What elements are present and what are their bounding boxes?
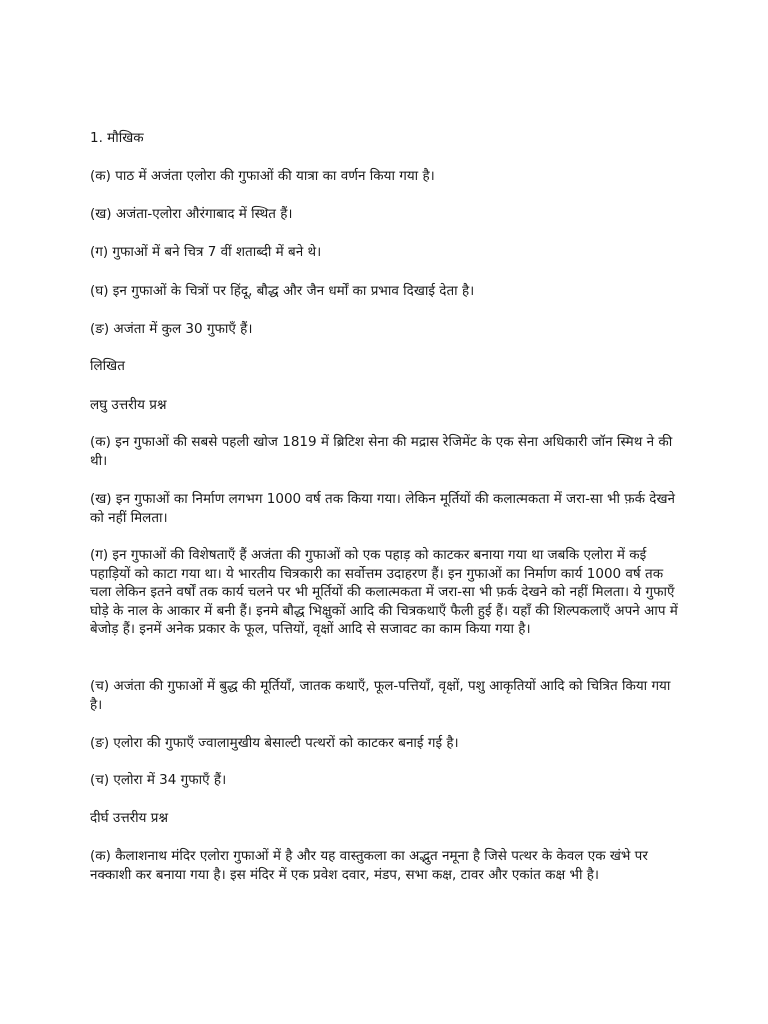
oral-answer-kha: (ख) अजंता-एलोरा औरंगाबाद में स्थित हैं।: [90, 206, 293, 222]
short-answer-ga: (ग) इन गुफाओं की विशेषताएँ हैं अजंता की गुफाओं को एक पहाड़ को काटकर बनाया गया था जबकि एलोरा में कई पहाड़ियों को काटा गया था। ये भारतीय चित्रकारी का सर्वोत्तम उदाहरण हैं। इन गुफाओं का निर्माण कार्य 1000 वर्ष तक चला लेकिन इतने वर्षों तक कार्य चलने पर भी मूर्तियों की कलात्मकता में जरा-सा भी फ़र्क देखने को नहीं मिलता। ये गुफाएँ घोड़े के नाल के आकार में बनी हैं। इनमे बौद्ध भिक्षुकों आदि की चित्रकथाएँ फैली हुई हैं। यहाँ की शिल्पकलाएँ अपने आप में बेजोड़ हैं। इनमें अनेक प्रकार के फूल, पत्तियों, वृक्षों आदि से सजावट का काम किया गया है।: [90, 547, 678, 637]
short-answer-kha: (ख) इन गुफाओं का निर्माण लगभग 1000 वर्ष तक किया गया। लेकिन मूर्तियों की कलात्मकता में जरा-सा भी फ़र्क देखने को नहीं मिलता।: [90, 491, 676, 526]
heading-long-answer: दीर्घ उत्तरीय प्रश्न: [90, 810, 169, 826]
oral-answer-ka: (क) पाठ में अजंता एलोरा की गुफाओं की यात्रा का वर्णन किया गया है।: [90, 168, 435, 184]
short-answer-cha-2: (च) एलोरा में 34 गुफाएँ हैं।: [90, 772, 227, 788]
oral-answer-gha: (घ) इन गुफाओं के चित्रों पर हिंदू, बौद्ध और जैन धर्मों का प्रभाव दिखाई देता है।: [90, 283, 475, 299]
heading-oral: 1. मौखिक: [90, 130, 144, 146]
short-answer-nga: (ङ) एलोरा की गुफाएँ ज्वालामुखीय बेसाल्टी पत्थरों को काटकर बनाई गई है।: [90, 735, 459, 751]
heading-short-answer: लघु उत्तरीय प्रश्न: [90, 397, 167, 413]
short-answer-ka: (क) इन गुफाओं की सबसे पहली खोज 1819 में ब्रिटिश सेना की मद्रास रेजिमेंट के एक सेना अधिकारी जॉन स्मिथ ने की थी।: [90, 434, 673, 469]
long-answer-ka: (क) कैलाशनाथ मंदिर एलोरा गुफाओं में है और यह वास्तुकला का अद्भुत नमूना है जिसे पत्थर के केवल एक खंभे पर नक्काशी कर बनाया गया है। इस मंदिर में एक प्रवेश दवार, मंडप, सभा कक्ष, टावर और एकांत कक्ष भी है।: [90, 848, 648, 883]
short-answer-cha: (च) अजंता की गुफाओं में बुद्ध की मूर्तियाँ, जातक कथाएँ, फूल-पत्तियाँ, वृक्षों, पशु आकृतियों आदि को चित्रित किया गया है।: [90, 678, 671, 713]
oral-answer-nga: (ङ) अजंता में कुल 30 गुफाएँ हैं।: [90, 321, 253, 337]
heading-written: लिखित: [90, 358, 125, 374]
oral-answer-ga: (ग) गुफाओं में बने चित्र 7 वीं शताब्दी में बने थे।: [90, 244, 322, 260]
